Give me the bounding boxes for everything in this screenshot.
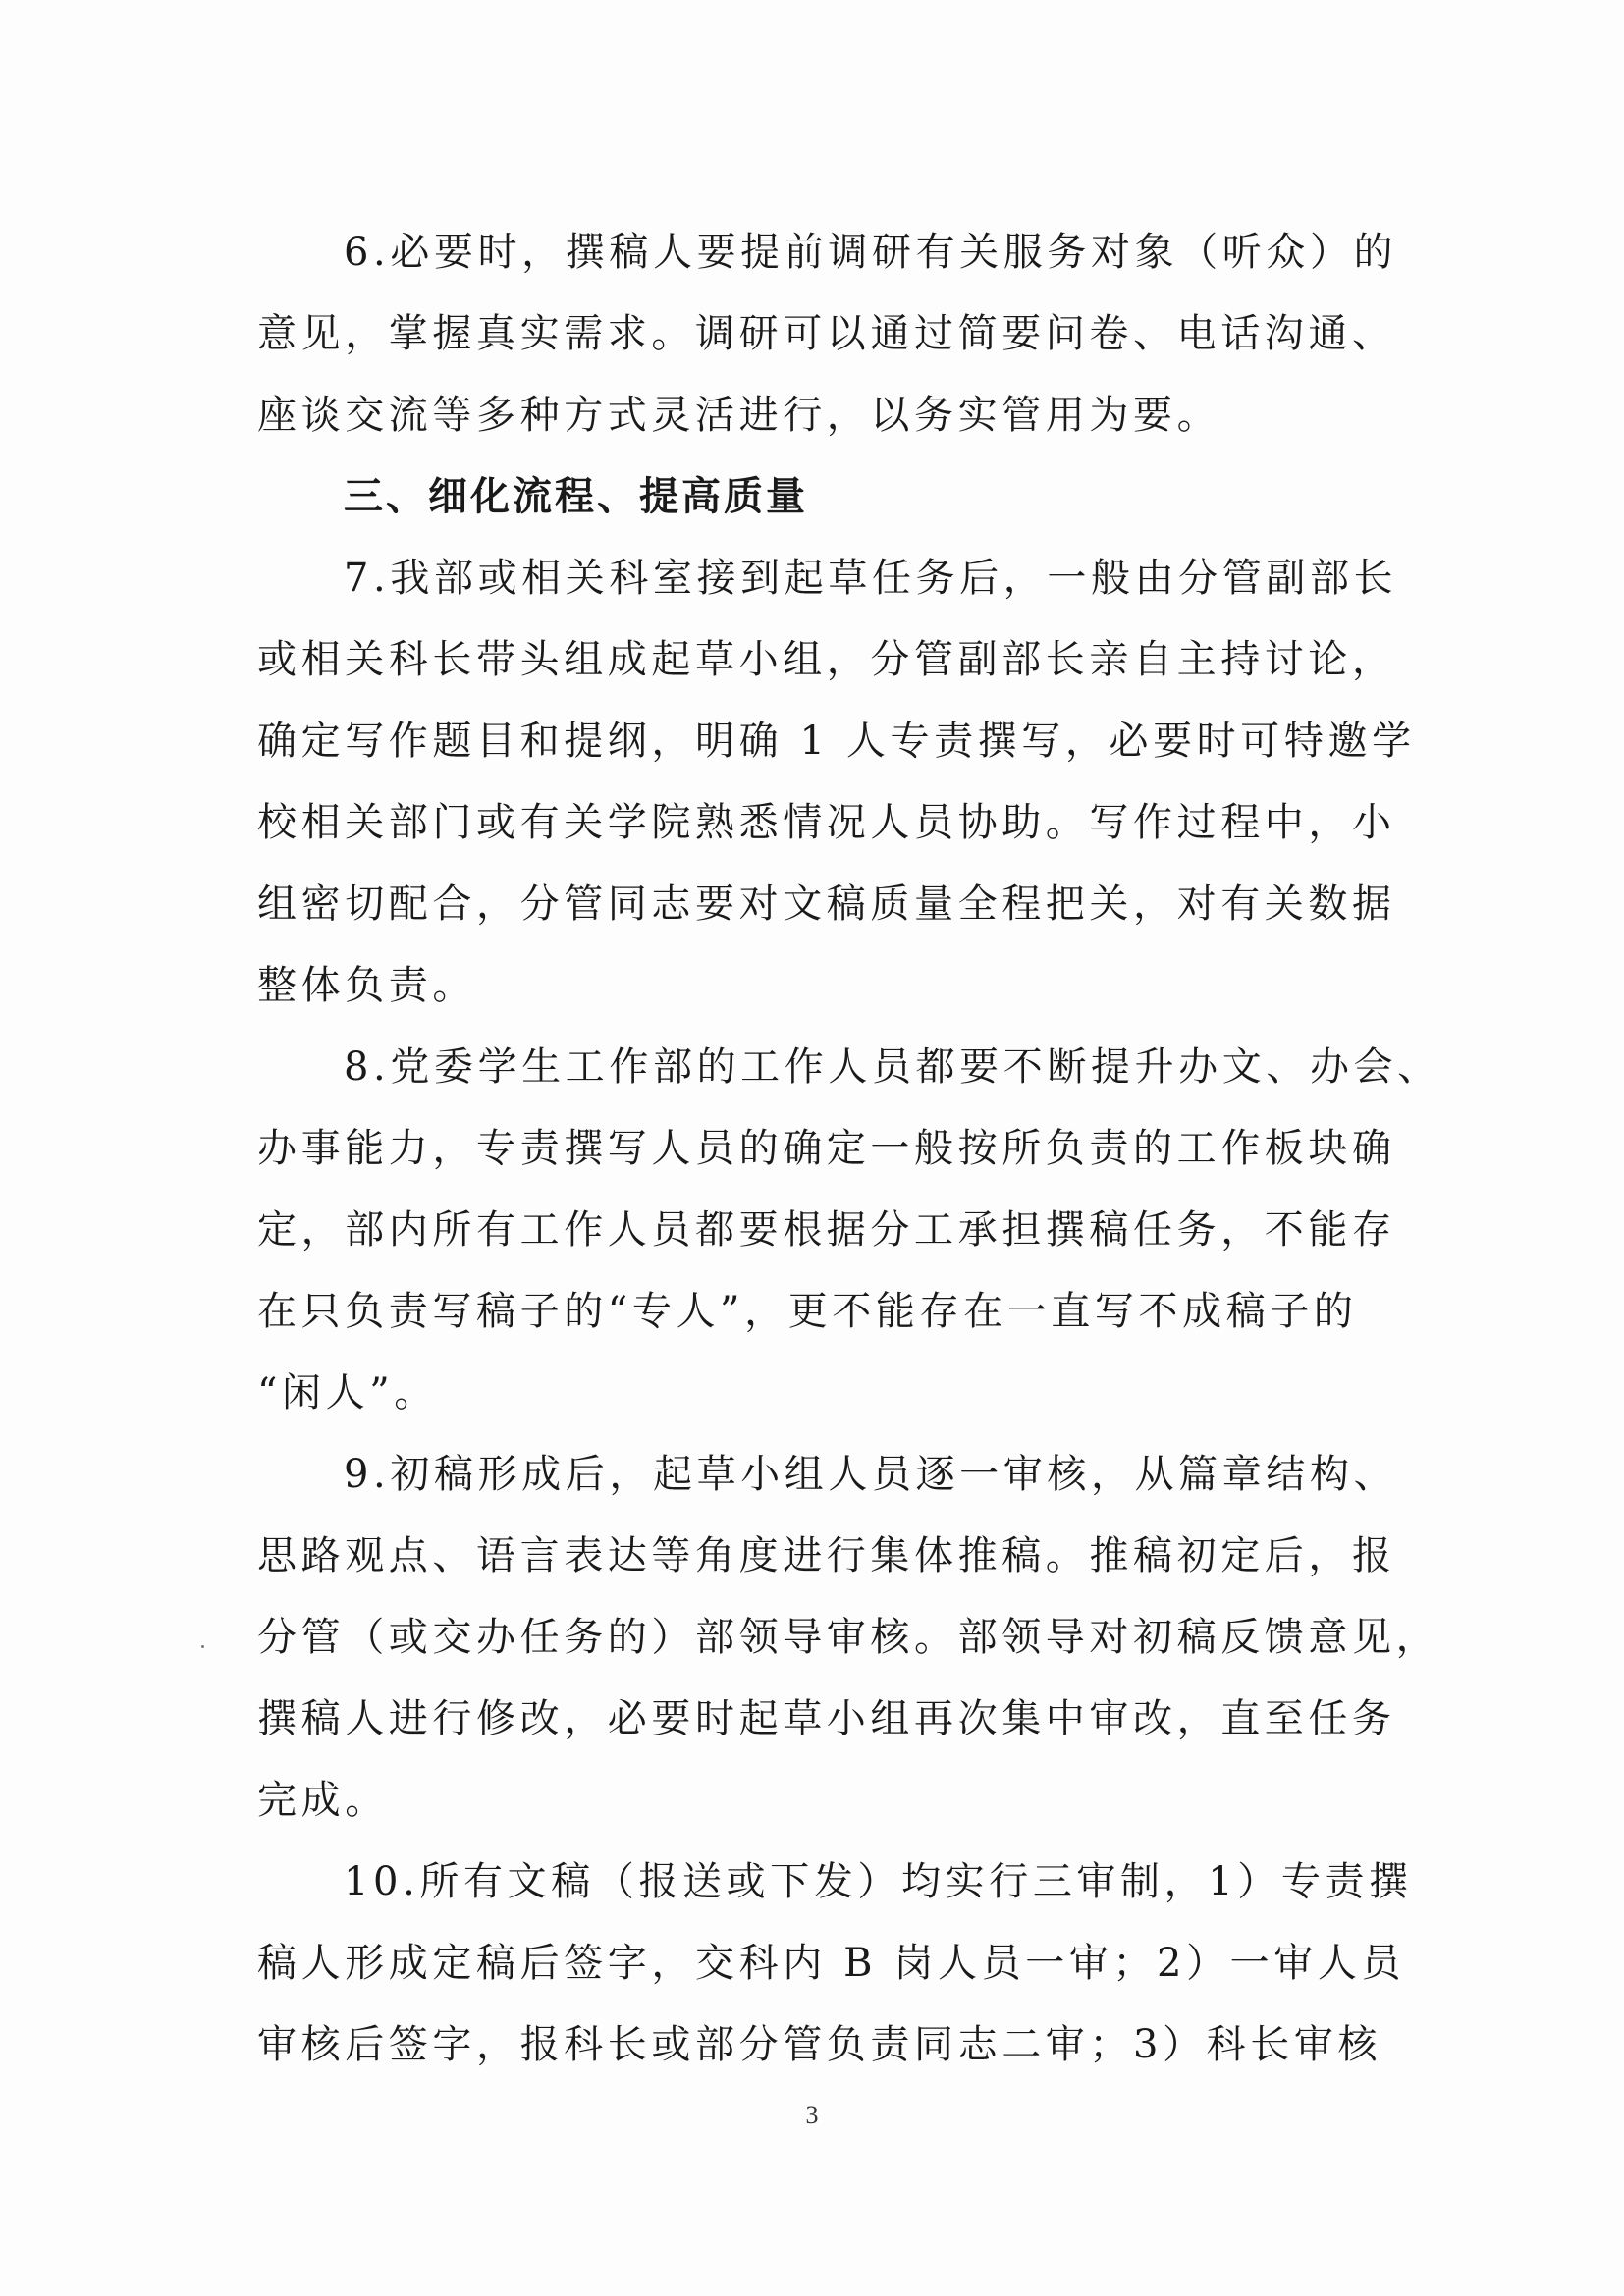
paragraph-9-line-1: 9.初稿形成后，起草小组人员逐一审核，从篇章结构、 — [344, 1452, 1398, 1497]
paragraph-8-line-3: 定，部内所有工作人员都要根据分工承担撰稿任务，不能存 — [257, 1207, 1396, 1253]
paragraph-7-line-5: 组密切配合，分管同志要对文稿质量全程把关，对有关数据 — [257, 881, 1396, 927]
paragraph-7-line-2: 或相关科长带头组成起草小组，分管副部长亲自主持讨论， — [257, 637, 1396, 682]
paragraph-9-line-4: 撰稿人进行修改，必要时起草小组再次集中审改，直至任务 — [257, 1696, 1396, 1741]
paragraph-6-line-3: 座谈交流等多种方式灵活进行，以务实管用为要。 — [257, 393, 1221, 438]
section-heading: 三、细化流程、提高质量 — [344, 474, 808, 519]
paragraph-8-line-4: 在只负责写稿子的“专人”，更不能存在一直写不成稿子的 — [257, 1289, 1358, 1334]
page-number: 3 — [805, 2101, 819, 2129]
paragraph-7-line-6: 整体负责。 — [257, 963, 476, 1008]
paragraph-10-line-1: 10.所有文稿（报送或下发）均实行三审制，1）专责撰 — [344, 1859, 1413, 1904]
paragraph-10-line-2: 稿人形成定稿后签字，交科内 B 岗人员一审；2）一审人员 — [257, 1941, 1406, 1986]
paragraph-6-line-2: 意见，掌握真实需求。调研可以通过简要问卷、电话沟通、 — [257, 311, 1396, 356]
paragraph-8-line-5: “闲人”。 — [257, 1370, 438, 1415]
paragraph-7-line-1: 7.我部或相关科室接到起草任务后，一般由分管副部长 — [344, 556, 1398, 601]
paragraph-6-line-1: 6.必要时，撰稿人要提前调研有关服务对象（听众）的 — [344, 230, 1398, 275]
paragraph-9-line-5: 完成。 — [257, 1778, 389, 1823]
paragraph-8-line-1: 8.党委学生工作部的工作人员都要不断提升办文、办会、 — [344, 1044, 1441, 1090]
paragraph-7-line-3: 确定写作题目和提纲，明确 1 人专责撰写，必要时可特邀学 — [257, 719, 1416, 764]
paragraph-9-line-2: 思路观点、语言表达等角度进行集体推稿。推稿初定后，报 — [257, 1533, 1396, 1578]
paragraph-10-line-3: 审核后签字，报科长或部分管负责同志二审；3）科长审核 — [257, 2022, 1382, 2067]
paragraph-9-line-3: 分管（或交办任务的）部领导审核。部领导对初稿反馈意见， — [257, 1615, 1440, 1660]
scan-speck — [201, 1645, 204, 1648]
paragraph-7-line-4: 校相关部门或有关学院熟悉情况人员协助。写作过程中，小 — [257, 800, 1396, 845]
document-body — [257, 212, 1441, 2086]
paragraph-8-line-2: 办事能力，专责撰写人员的确定一般按所负责的工作板块确 — [257, 1126, 1396, 1171]
